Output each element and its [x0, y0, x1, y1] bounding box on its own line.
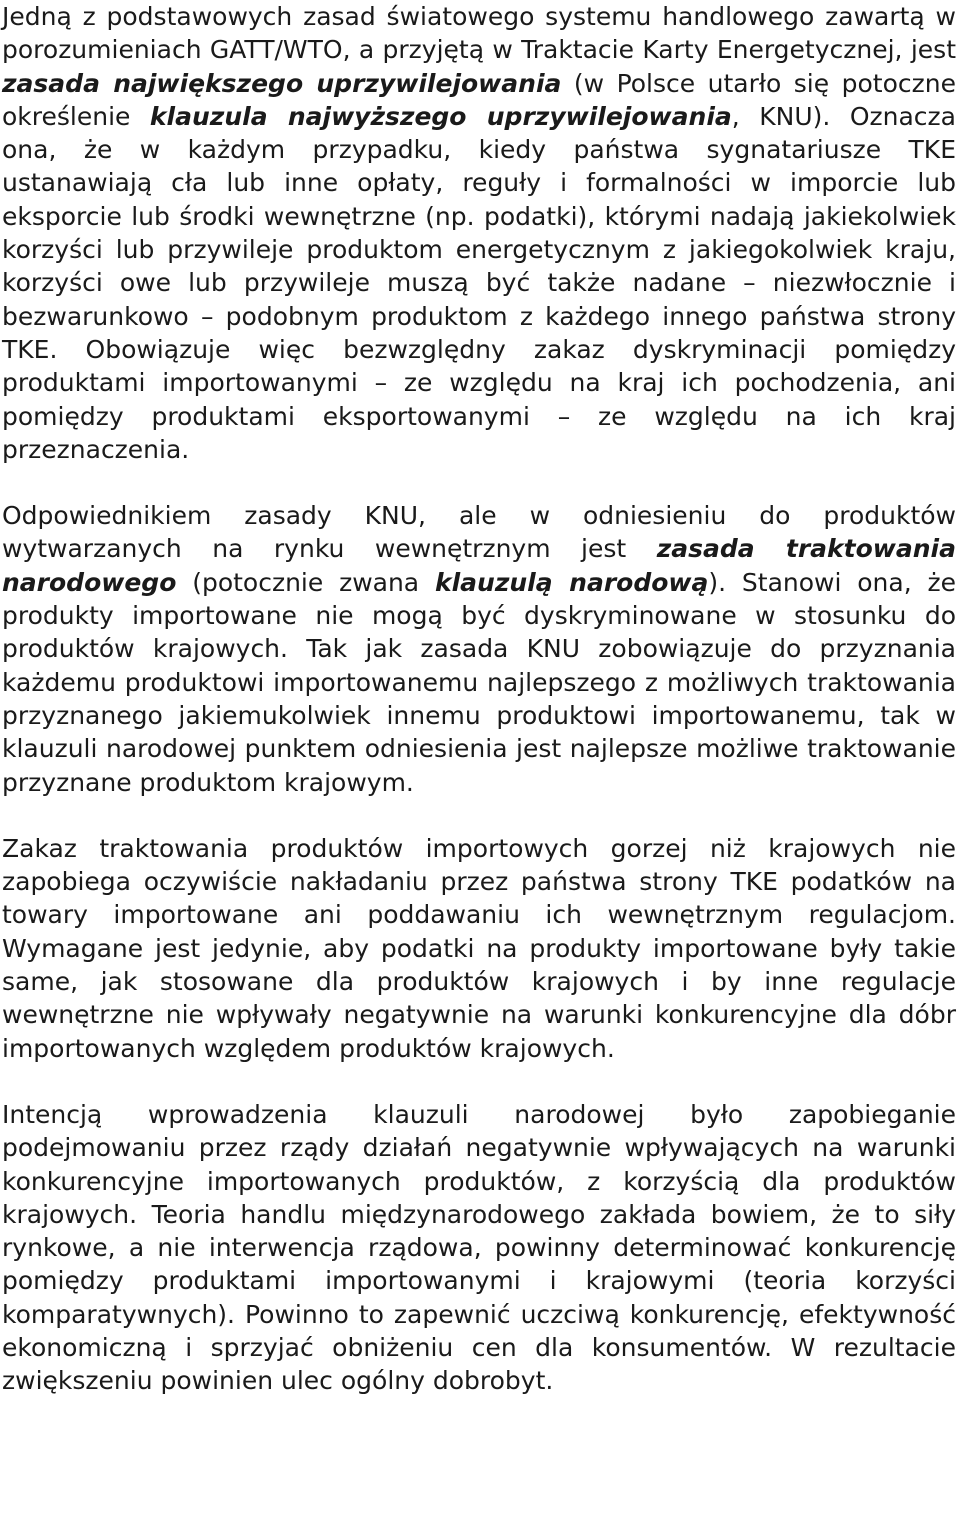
text-segment: (w Polsce utarło się potoczne określenie: [2, 68, 956, 131]
text-segment: Intencją wprowadzenia klauzuli narodowej było zapobieganie podejmowaniu przez rządy działań negatywnie wpływających na warunki konkurencyjne importowanych produktów, z korzyścią dla produktów krajowych. Teoria handlu międzynarodowego zakłada bowiem, że to siły rynkowe, a nie interwencja rządowa, powinny determinować konkurencję pomiędzy produktami importowanymi i krajowymi (teoria korzyści komparatywnych). Powinno to zapewnić uczciwą konkurencję, efektywność ekonomiczną i sprzyjać obniżeniu cen dla konsumentów. W rezultacie zwiększeniu powinien ulec ogólny dobrobyt.: [2, 1099, 956, 1396]
paragraph-intent: [2, 1098, 956, 1398]
text-segment: Odpowiednikiem zasady KNU, ale w odniesieniu do produktów wytwarzanych na rynku wewnętrznym jest: [2, 501, 956, 564]
paragraph-national-treatment: [2, 499, 956, 799]
text-segment: , KNU). Oznacza ona, że w każdym przypadku, kiedy państwa sygnatariusze TKE ustanawiają cła lub inne opłaty, reguły i formalności w imporcie lub eksporcie lub środki wewnętrzne (np. podatki), którymi nadają jakiekolwiek korzyści lub przywileje produktom energetycznym z jakiegokolwiek kraju, korzyści owe lub przywileje muszą być także nadane – niezwłocznie i bezwarunkowo – podobnym produktom z każdego innego państwa strony TKE. Obowiązuje więc bezwzględny zakaz dyskryminacji pomiędzy produktami importowanymi – ze względu na kraj ich pochodzenia, ani pomiędzy produktami eksportowanymi – ze względu na ich kraj przeznaczenia.: [2, 101, 956, 464]
term-knu-clause: klauzula najwyższego uprzywilejowania: [149, 101, 732, 131]
term-national-clause: klauzulą narodową: [434, 567, 709, 597]
term-national-treatment: zasada traktowania narodowego: [2, 534, 956, 597]
paragraph-mfn-principle: [2, 0, 956, 466]
text-segment: (potocznie zwana: [176, 567, 435, 597]
paragraph-taxation: [2, 832, 956, 1065]
text-segment: ). Stanowi ona, że produkty importowane nie mogą być dyskryminowane w stosunku do produktów krajowych. Tak jak zasada KNU zobowiązuje do przyznania każdemu produktowi importowanemu najlepszego z możliwych traktowania przyznanego jakiemukolwiek innemu produktowi importowanemu, tak w klauzuli narodowej punktem odniesienia jest najlepsze możliwe traktowanie przyznane produktom krajowym.: [2, 567, 956, 797]
term-most-favoured-nation: zasada największego uprzywilejowania: [2, 68, 562, 98]
text-segment: Jedną z podstawowych zasad światowego systemu handlowego zawartą w porozumieniach GATT/WTO, a przyjętą w Traktacie Karty Energetycznej, jest: [2, 2, 956, 65]
text-segment: Zakaz traktowania produktów importowych gorzej niż krajowych nie zapobiega oczywiście nakładaniu przez państwa strony TKE podatków na towary importowane ani poddawaniu ich wewnętrznym regulacjom. Wymagane jest jedynie, aby podatki na produkty importowane były takie same, jak stosowane dla produktów krajowych i by inne regulacje wewnętrzne nie wpływały negatywnie na warunki konkurencyjne dla dóbr importowanych względem produktów krajowych.: [2, 833, 956, 1063]
